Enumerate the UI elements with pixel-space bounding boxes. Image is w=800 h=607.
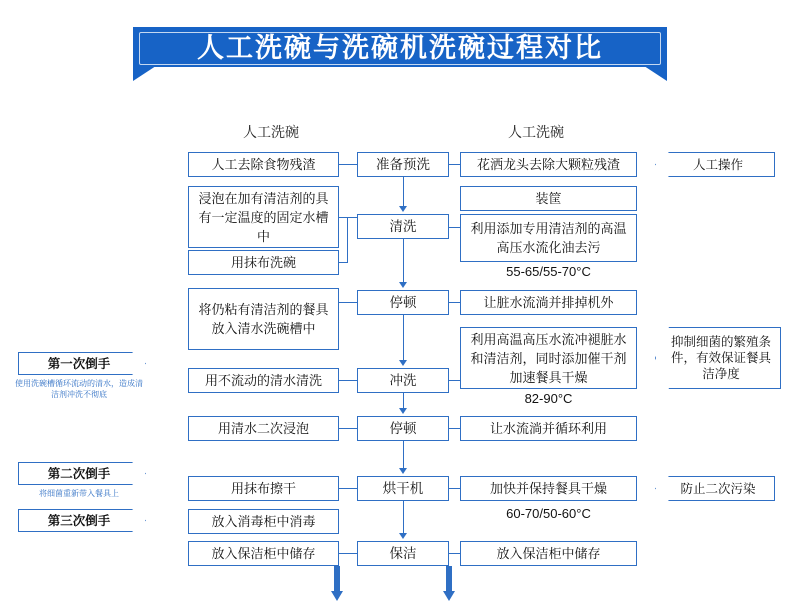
right-callout-1-label: 抑制细菌的繁殖条件，有效保证餐具洁净度 xyxy=(670,335,771,381)
machine-step-1[interactable]: 装筐 xyxy=(460,186,637,211)
stage-box-6[interactable]: 保洁 xyxy=(357,541,449,566)
connector-stage-0-1 xyxy=(403,177,404,207)
left-callout-2-label: 第三次倒手 xyxy=(47,513,111,528)
machine-step-4[interactable]: 利用高温高压水流冲褪脏水和清洁剂，同时添加催干剂加速餐具干燥 xyxy=(460,327,637,389)
left-callout-1-label: 第二次倒手 xyxy=(47,466,111,481)
machine-step-6[interactable]: 加快并保持餐具干燥 xyxy=(460,476,637,501)
left-callout-2[interactable] xyxy=(18,509,146,532)
stage-box-5[interactable]: 烘干机 xyxy=(357,476,449,501)
manual-step-8[interactable]: 放入保洁柜中储存 xyxy=(188,541,339,566)
page-title: 人工洗碗与洗碗机洗碗过程对比 xyxy=(197,33,603,63)
right-callout-0-label: 人工操作 xyxy=(692,157,743,172)
arrow-stage-4-5 xyxy=(399,468,407,474)
right-callout-2[interactable] xyxy=(655,476,775,501)
stage-box-0[interactable]: 准备预洗 xyxy=(357,152,449,177)
link-machine-2 xyxy=(449,227,460,228)
connector-stage-5-6 xyxy=(403,501,404,534)
right-callout-2-label: 防止二次污染 xyxy=(680,481,756,496)
machine-step-7[interactable]: 放入保洁柜中储存 xyxy=(460,541,637,566)
bottom-arrow-manual xyxy=(331,566,343,601)
bottom-arrow-machine xyxy=(443,566,455,601)
machine-temp-0: 55-65/55-70°C xyxy=(506,264,591,279)
link-manual-bracket-1 xyxy=(347,217,348,263)
link-machine-7 xyxy=(449,553,460,554)
manual-step-4[interactable]: 用不流动的清水清洗 xyxy=(188,368,339,393)
manual-step-0[interactable]: 人工去除食物残渣 xyxy=(188,152,339,177)
link-machine-0 xyxy=(449,164,460,165)
left-callout-1-note: 将细菌重新带入餐具上 xyxy=(39,489,119,498)
arrow-stage-2-3 xyxy=(399,360,407,366)
stage-box-2[interactable]: 停顿 xyxy=(357,290,449,315)
manual-step-7[interactable]: 放入消毒柜中消毒 xyxy=(188,509,339,534)
connector-stage-2-3 xyxy=(403,315,404,361)
manual-step-1[interactable]: 浸泡在加有清洁剂的具有一定温度的固定水槽中 xyxy=(188,186,339,248)
link-machine-4 xyxy=(449,380,460,381)
link-manual-6 xyxy=(339,488,357,489)
link-manual-1 xyxy=(339,217,347,218)
stage-box-4[interactable]: 停顿 xyxy=(357,416,449,441)
link-manual-5 xyxy=(339,428,357,429)
right-callout-1[interactable] xyxy=(655,327,781,389)
link-manual-1-2 xyxy=(347,217,357,218)
machine-step-3[interactable]: 让脏水流淌并排掉机外 xyxy=(460,290,637,315)
link-machine-5 xyxy=(449,428,460,429)
machine-temp-2: 60-70/50-60°C xyxy=(506,506,591,521)
machine-temp-1: 82-90°C xyxy=(524,391,573,406)
connector-stage-1-2 xyxy=(403,239,404,283)
arrow-stage-0-1 xyxy=(399,206,407,212)
machine-step-5[interactable]: 让水流淌并循环利用 xyxy=(460,416,637,441)
link-machine-3 xyxy=(449,302,460,303)
link-manual-3 xyxy=(339,302,357,303)
machine-step-2[interactable]: 利用添加专用清洁剂的高温高压水流化油去污 xyxy=(460,214,637,262)
link-machine-6 xyxy=(449,488,460,489)
link-manual-4 xyxy=(339,380,357,381)
machine-step-0[interactable]: 花洒龙头去除大颗粒残渣 xyxy=(460,152,637,177)
arrow-stage-1-2 xyxy=(399,282,407,288)
link-manual-0 xyxy=(339,164,357,165)
title-banner xyxy=(133,27,667,81)
manual-step-2[interactable]: 用抹布洗碗 xyxy=(188,250,339,275)
right-callout-0[interactable] xyxy=(655,152,775,177)
connector-stage-4-5 xyxy=(403,441,404,469)
arrow-stage-3-4 xyxy=(399,408,407,414)
connector-stage-3-4 xyxy=(403,393,404,409)
left-callout-0-note: 使用洗碗槽循环流动的清水，造成清洁剂冲洗不彻底 xyxy=(15,379,143,399)
column-heading-manual: 人工洗碗 xyxy=(243,124,299,140)
stage-box-3[interactable]: 冲洗 xyxy=(357,368,449,393)
left-callout-0[interactable] xyxy=(18,352,146,375)
link-manual-2 xyxy=(339,262,347,263)
left-callout-1[interactable] xyxy=(18,462,146,485)
stage-box-1[interactable]: 清洗 xyxy=(357,214,449,239)
column-heading-machine: 人工洗碗 xyxy=(508,124,564,140)
link-manual-8 xyxy=(339,553,357,554)
arrow-stage-5-6 xyxy=(399,533,407,539)
manual-step-5[interactable]: 用清水二次浸泡 xyxy=(188,416,339,441)
manual-step-6[interactable]: 用抹布擦干 xyxy=(188,476,339,501)
left-callout-0-label: 第一次倒手 xyxy=(47,356,111,371)
manual-step-3[interactable]: 将仍粘有清洁剂的餐具放入清水洗碗槽中 xyxy=(188,288,339,350)
